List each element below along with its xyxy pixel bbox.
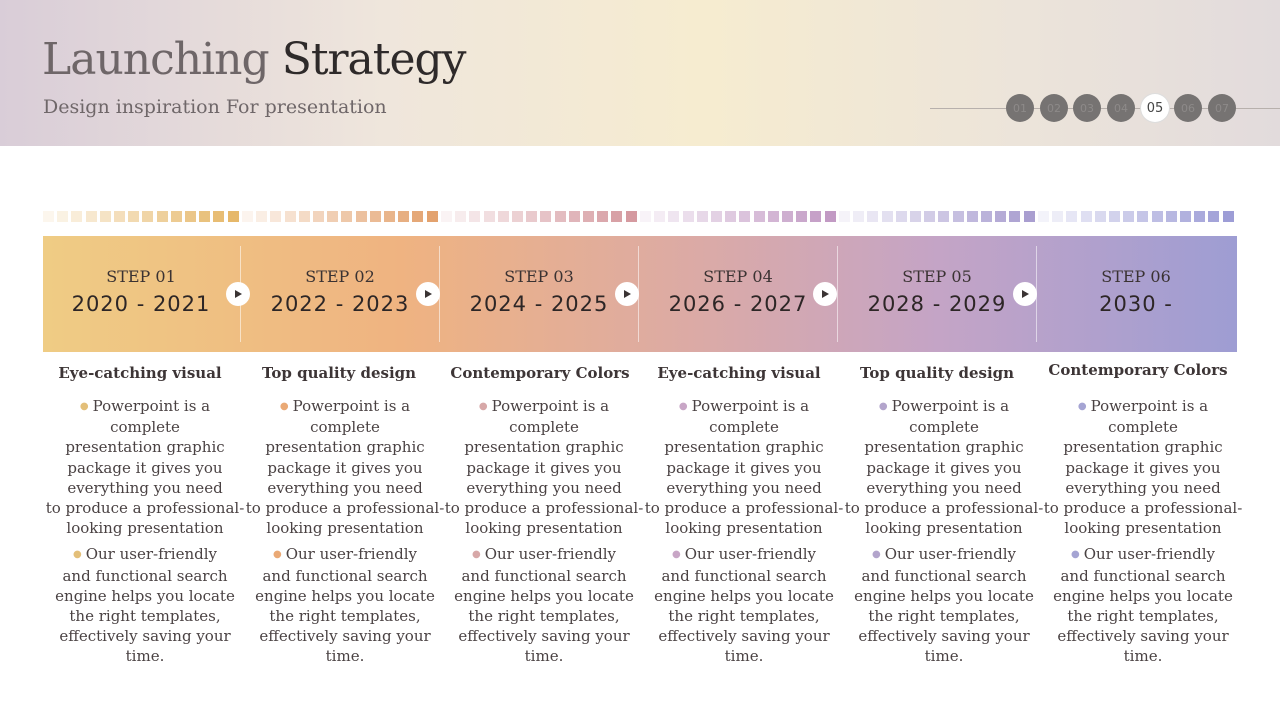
bullet-text: Powerpoint is a complete presentation graphic package it gives you everything you need to produce a professional- looking presentation [444, 397, 644, 538]
decor-square [1024, 211, 1035, 222]
step-label: STEP 03 [504, 267, 574, 286]
decor-square [540, 211, 551, 222]
bullet-dot-icon: ● [272, 549, 282, 561]
slide-pager [1006, 94, 1238, 122]
page-dot-01[interactable]: 01 [1006, 94, 1034, 122]
decor-square [384, 211, 395, 222]
decor-square [86, 211, 97, 222]
bullet-text: Powerpoint is a complete presentation graphic package it gives you everything you need to produce a professional- looking presentation [644, 397, 844, 538]
bullet-dot-icon: ● [478, 401, 488, 412]
page-dot-06[interactable]: 06 [1174, 94, 1202, 122]
step-detail-column [245, 364, 445, 667]
decor-square [626, 211, 637, 222]
decor-square [1052, 211, 1063, 222]
decor-square [825, 211, 836, 222]
decor-square [441, 211, 452, 222]
next-step-button[interactable] [813, 282, 837, 306]
decor-square [427, 211, 438, 222]
step-detail-column [644, 364, 844, 667]
bullet-item [245, 396, 445, 538]
decor-square [1009, 211, 1020, 222]
decor-square [1194, 211, 1205, 222]
title-light-word: Launching [42, 34, 269, 85]
decor-square [583, 211, 594, 222]
decor-square [242, 211, 253, 222]
decor-square [739, 211, 750, 222]
decor-square [327, 211, 338, 222]
decor-square [256, 211, 267, 222]
decor-square [469, 211, 480, 222]
decor-square [142, 211, 153, 222]
step-label: STEP 02 [305, 267, 375, 286]
step-detail-column [1043, 361, 1243, 667]
step-years: 2020 - 2021 [71, 292, 211, 316]
bullet-item [844, 544, 1044, 666]
step-heading: Eye-catching visual [58, 364, 222, 382]
bullet-dot-icon: ● [1077, 401, 1087, 412]
decor-square [768, 211, 779, 222]
decor-square [370, 211, 381, 222]
bullet-text: Our user-friendly and functional search engine helps you locate the right templates, effectively saving your time. [654, 545, 834, 666]
bullet-item [844, 396, 1044, 538]
bullet-text: Powerpoint is a complete presentation graphic package it gives you everything you need to produce a professional- looking presentation [844, 397, 1044, 538]
bullet-item [644, 396, 844, 538]
bullet-dot-icon: ● [72, 549, 82, 561]
play-arrow-icon [1020, 289, 1030, 299]
decor-square [213, 211, 224, 222]
bullet-item [444, 544, 644, 666]
decor-square [967, 211, 978, 222]
decor-square [640, 211, 651, 222]
decor-square [498, 211, 509, 222]
decor-square [953, 211, 964, 222]
decor-square [1180, 211, 1191, 222]
decor-square [270, 211, 281, 222]
timeline-step [640, 236, 836, 352]
decor-square [882, 211, 893, 222]
decor-square [171, 211, 182, 222]
timeline-step [1038, 236, 1234, 352]
bullet-item [1043, 396, 1243, 538]
decor-square [1152, 211, 1163, 222]
decor-square [285, 211, 296, 222]
decor-square [782, 211, 793, 222]
step-heading: Top quality design [261, 364, 417, 382]
decor-square [455, 211, 466, 222]
step-years: 2022 - 2023 [270, 292, 410, 316]
bullet-dot-icon: ● [878, 401, 888, 412]
bullet-item [45, 396, 245, 538]
bullet-item [45, 544, 245, 666]
decor-square [356, 211, 367, 222]
decor-square [555, 211, 566, 222]
decor-square [398, 211, 409, 222]
decor-square [157, 211, 168, 222]
timeline-step [242, 236, 438, 352]
decor-square [597, 211, 608, 222]
bullet-item [444, 396, 644, 538]
decor-square [199, 211, 210, 222]
decor-square [484, 211, 495, 222]
step-detail-column [844, 364, 1044, 667]
decor-square [1109, 211, 1120, 222]
bullet-text: Powerpoint is a complete presentation graphic package it gives you everything you need to produce a professional- looking presentation [45, 397, 245, 538]
next-step-button[interactable] [615, 282, 639, 306]
decor-square [1208, 211, 1219, 222]
play-arrow-icon [820, 289, 830, 299]
step-years: 2024 - 2025 [469, 292, 609, 316]
play-arrow-icon [622, 289, 632, 299]
decor-square [1081, 211, 1092, 222]
decor-square [100, 211, 111, 222]
page-dot-02[interactable]: 02 [1040, 94, 1068, 122]
decorative-square-strip [43, 211, 1237, 223]
decor-square [725, 211, 736, 222]
decor-square [867, 211, 878, 222]
bullet-dot-icon: ● [871, 549, 881, 561]
bullet-text: Powerpoint is a complete presentation graphic package it gives you everything you need to produce a professional- looking presentation [1043, 397, 1243, 538]
decor-square [754, 211, 765, 222]
step-heading: Contemporary Colors [450, 364, 630, 382]
bullet-item [245, 544, 445, 666]
timeline-step [43, 236, 239, 352]
bullet-text: Powerpoint is a complete presentation graphic package it gives you everything you need to produce a professional- looking presentation [245, 397, 445, 538]
decor-square [697, 211, 708, 222]
page-dot-03[interactable]: 03 [1073, 94, 1101, 122]
decor-square [981, 211, 992, 222]
bullet-dot-icon: ● [471, 549, 481, 561]
decor-square [896, 211, 907, 222]
step-heading: Top quality design [859, 364, 1015, 382]
page-dot-04[interactable]: 04 [1107, 94, 1135, 122]
step-label: STEP 05 [902, 267, 972, 286]
step-years: 2030 - [1099, 292, 1173, 316]
bullet-text: Our user-friendly and functional search engine helps you locate the right templates, effectively saving your time. [55, 545, 235, 666]
bullet-text: Our user-friendly and functional search engine helps you locate the right templates, effectively saving your time. [454, 545, 634, 666]
step-heading: Contemporary Colors [1048, 361, 1228, 379]
bullet-text: Our user-friendly and functional search engine helps you locate the right templates, effectively saving your time. [1053, 545, 1233, 666]
decor-square [128, 211, 139, 222]
decor-square [341, 211, 352, 222]
next-step-button[interactable] [1013, 282, 1037, 306]
header-banner [0, 0, 1280, 146]
decor-square [1095, 211, 1106, 222]
decor-square [654, 211, 665, 222]
decor-square [57, 211, 68, 222]
step-label: STEP 06 [1101, 267, 1171, 286]
play-arrow-icon [423, 289, 433, 299]
decor-square [1038, 211, 1049, 222]
page-dot-07[interactable]: 07 [1208, 94, 1236, 122]
decor-square [412, 211, 423, 222]
timeline-step [441, 236, 637, 352]
decor-square [114, 211, 125, 222]
step-divider [837, 246, 838, 342]
decor-square [313, 211, 324, 222]
decor-square [1137, 211, 1148, 222]
step-heading: Eye-catching visual [657, 364, 821, 382]
decor-square [1166, 211, 1177, 222]
decor-square [71, 211, 82, 222]
next-step-button[interactable] [416, 282, 440, 306]
decor-square [1123, 211, 1134, 222]
decor-square [683, 211, 694, 222]
decor-square [711, 211, 722, 222]
decor-square [839, 211, 850, 222]
timeline-step [839, 236, 1035, 352]
bullet-text: Our user-friendly and functional search engine helps you locate the right templates, effectively saving your time. [255, 545, 435, 666]
page-dot-05[interactable]: 05 [1141, 94, 1169, 122]
decor-square [569, 211, 580, 222]
decor-square [938, 211, 949, 222]
timeline-band [43, 236, 1237, 352]
decor-square [924, 211, 935, 222]
step-detail-column [45, 364, 245, 667]
decor-square [853, 211, 864, 222]
bullet-dot-icon: ● [279, 401, 289, 412]
step-label: STEP 04 [703, 267, 773, 286]
decor-square [1223, 211, 1234, 222]
decor-square [185, 211, 196, 222]
step-label: STEP 01 [106, 267, 176, 286]
decor-square [43, 211, 54, 222]
step-years: 2028 - 2029 [867, 292, 1007, 316]
decor-square [611, 211, 622, 222]
step-detail-column [444, 364, 644, 667]
decor-square [796, 211, 807, 222]
decor-square [668, 211, 679, 222]
bullet-dot-icon: ● [1070, 549, 1080, 561]
title-dark-word: Strategy [281, 34, 466, 85]
bullet-item [1043, 544, 1243, 666]
bullet-text: Our user-friendly and functional search engine helps you locate the right templates, effectively saving your time. [854, 545, 1034, 666]
page-title [42, 34, 466, 85]
bullet-dot-icon: ● [671, 549, 681, 561]
decor-square [1066, 211, 1077, 222]
decor-square [512, 211, 523, 222]
page-subtitle: Design inspiration For presentation [43, 96, 387, 118]
step-years: 2026 - 2027 [668, 292, 808, 316]
decor-square [299, 211, 310, 222]
bullet-dot-icon: ● [678, 401, 688, 412]
decor-square [526, 211, 537, 222]
decor-square [995, 211, 1006, 222]
decor-square [228, 211, 239, 222]
bullet-dot-icon: ● [79, 401, 89, 412]
bullet-item [644, 544, 844, 666]
decor-square [910, 211, 921, 222]
decor-square [810, 211, 821, 222]
